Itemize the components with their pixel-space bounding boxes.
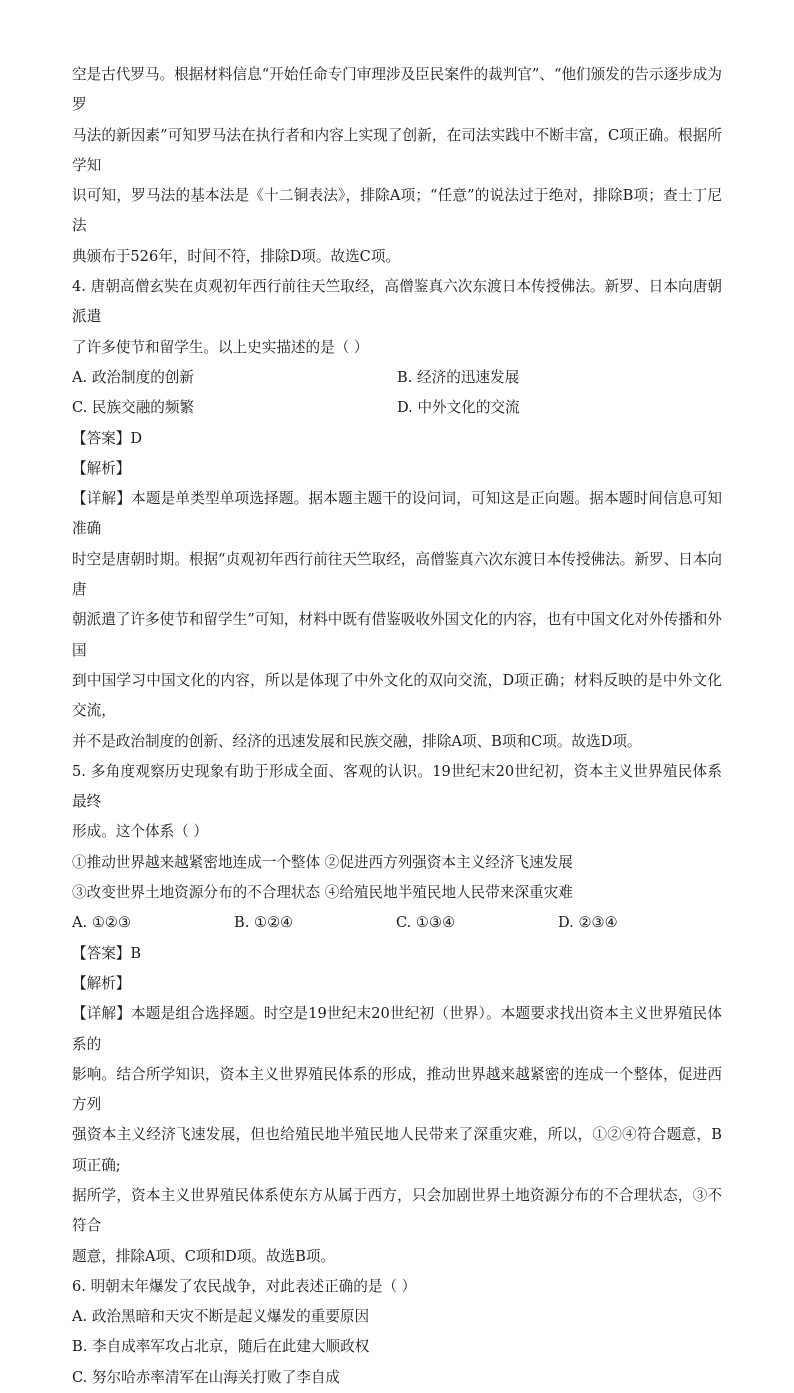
- q3-analysis-line: 典颁布于526年，时间不符，排除D项。故选C项。: [72, 247, 401, 265]
- document-page: [72, 60, 722, 1393]
- q6-option-c: C. 努尔哈赤率清军在山海关打败了李自成: [72, 1368, 341, 1386]
- q4-stem-line: 4. 唐朝高僧玄奘在贞观初年西行前往天竺取经，高僧鉴真六次东渡日本传授佛法。新罗、日本向唐朝派遣: [72, 278, 722, 326]
- q5-option-a: A. ①②③: [72, 914, 132, 932]
- q4-analysis-label: 【解析】: [72, 459, 131, 477]
- q6-stem-line: 6. 明朝末年爆发了农民战争，对此表述正确的是（ ）: [72, 1277, 417, 1295]
- q3-analysis-line: 空是古代罗马。根据材料信息“开始任命专门审理涉及臣民案件的裁判官”、“他们颁发的告示逐步成为罗: [72, 66, 722, 114]
- q3-analysis-line: 马法的新因素”可知罗马法在执行者和内容上实现了创新，在司法实践中不断丰富，C项正确。根据所学知: [72, 126, 722, 174]
- q5-statement-line: ③改变世界土地资源分布的不合理状态 ④给殖民地半殖民地人民带来深重灾难: [72, 884, 573, 902]
- q4-detail-line: 【详解】本题是单类型单项选择题。据本题主题干的设问词，可知这是正向题。据本题时间信息可知准确: [72, 490, 722, 538]
- q5-statement-line: ①推动世界越来越紧密地连成一个整体 ②促进西方列强资本主义经济飞速发展: [72, 853, 573, 871]
- q5-detail-line: 影响。结合所学知识，资本主义世界殖民体系的形成，推动世界越来越紧密的连成一个整体，促进西方列: [72, 1065, 722, 1114]
- q4-stem-line: 了许多使节和留学生。以上史实描述的是（ ）: [72, 338, 369, 356]
- q5-stem-line: 5. 多角度观察历史现象有助于形成全面、客观的认识。19世纪末20世纪初，资本主义世界殖民体系最终: [72, 762, 722, 811]
- q5-analysis-label: 【解析】: [72, 974, 131, 992]
- q5-stem-line: 形成。这个体系（ ）: [72, 823, 208, 841]
- q4-option-a: A. 政治制度的创新: [72, 368, 194, 386]
- q6-option-b: B. 李自成率军攻占北京，随后在此建大顺政权: [72, 1338, 370, 1356]
- q6-option-a: A. 政治黑暗和天灾不断是起义爆发的重要原因: [72, 1308, 370, 1326]
- q5-detail-line: 【详解】本题是组合选择题。时空是19世纪末20世纪初（世界）。本题要求找出资本主义世界殖民体系的: [72, 1005, 722, 1053]
- q4-options-row: [72, 393, 722, 423]
- q3-analysis-line: 识可知，罗马法的基本法是《十二铜表法》，排除A项；“任意”的说法过于绝对，排除B项；查士丁尼法: [72, 187, 722, 235]
- q5-option-d: D. ②③④: [558, 914, 618, 932]
- q5-detail-line: 题意，排除A项、C项和D项。故选B项。: [72, 1247, 336, 1265]
- q5-option-c: C. ①③④: [396, 914, 456, 932]
- q4-detail-line: 朝派遣了许多使节和留学生”可知，材料中既有借鉴吸收外国文化的内容，也有中国文化对外传播和外国: [72, 611, 722, 659]
- q4-detail-line: 时空是唐朝时期。根据“贞观初年西行前往天竺取经，高僧鉴真六次东渡日本传授佛法。新罗、日本向唐: [72, 550, 722, 599]
- q5-options-row: [72, 908, 722, 938]
- q4-detail-line: 到中国学习中国文化的内容，所以是体现了中外文化的双向交流，D项正确；材料反映的是中外文化交流，: [72, 671, 722, 720]
- q4-option-c: C. 民族交融的频繁: [72, 399, 195, 417]
- q4-detail-line: 并不是政治制度的创新、经济的迅速发展和民族交融，排除A项、B项和C项。故选D项。: [72, 732, 642, 750]
- q4-option-d: D. 中外文化的交流: [397, 399, 520, 417]
- q4-option-b: B. 经济的迅速发展: [397, 368, 520, 386]
- q5-option-b: B. ①②④: [234, 914, 294, 932]
- q5-detail-line: 据所学，资本主义世界殖民体系使东方从属于西方，只会加剧世界土地资源分布的不合理状态，③不符合: [72, 1186, 722, 1235]
- q4-answer: 【答案】D: [72, 429, 143, 447]
- q5-detail-line: 强资本主义经济飞速发展，但也给殖民地半殖民地人民带来了深重灾难，所以，①②④符合题意，B项正确;: [72, 1126, 722, 1174]
- q4-options-row: [72, 363, 722, 393]
- q5-answer: 【答案】B: [72, 944, 142, 962]
